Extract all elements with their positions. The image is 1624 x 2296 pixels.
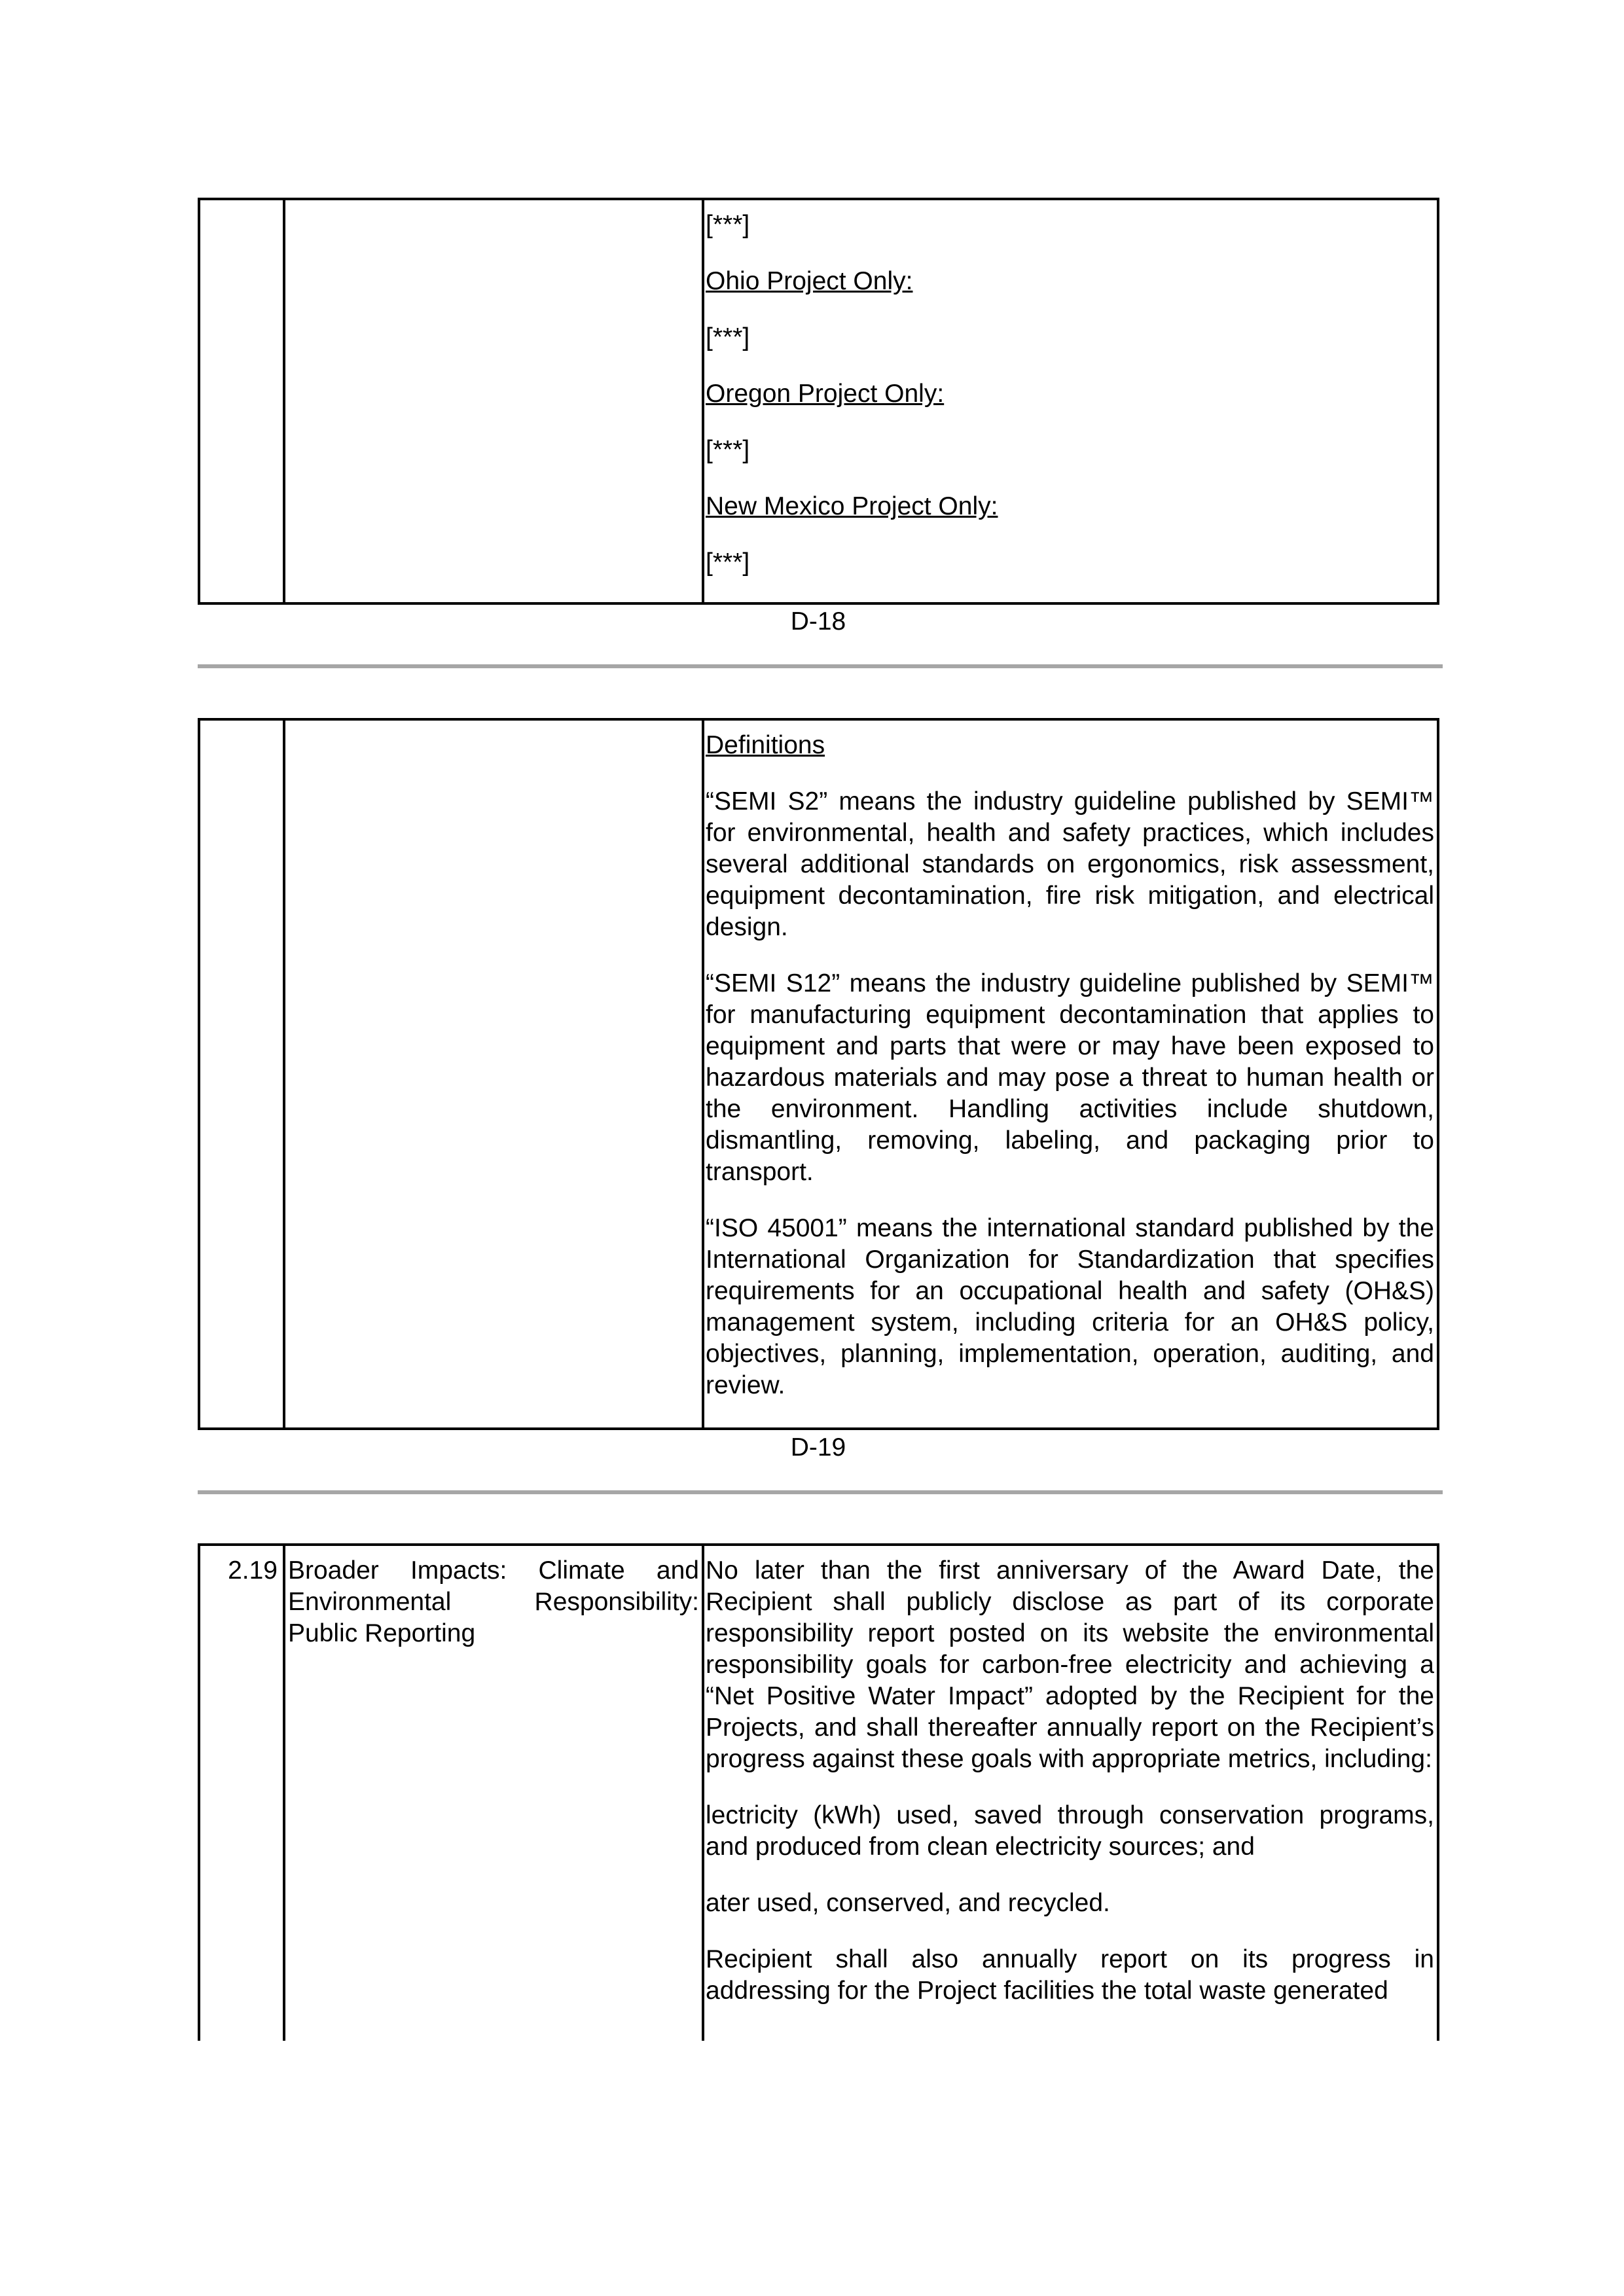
definition-iso-45001: “ISO 45001” means the international standard published by the International Organization for Standardization that specifies requirements for an occupational health and safety (OH&S) management system, including criteria for an OH&S policy, objectives, planning, implementation, operation, auditing, and review. xyxy=(706,1214,1434,1399)
page-number: D-19 xyxy=(790,1433,846,1462)
content-cell xyxy=(704,200,1437,602)
page-divider xyxy=(198,664,1443,668)
definition-semi-s12: “SEMI S12” means the industry guideline published by SEMI™ for manufacturing equipment decontamination that applies to equipment and parts that were or may have been exposed to hazardous materials and may pose a threat to human health or the environment. Handling activities include shutdown, dismantling, removing, labeling, and packaging prior to transport. xyxy=(706,969,1434,1186)
table-section-2-19 xyxy=(198,1543,1439,2041)
redacted-text: [***] xyxy=(706,548,750,577)
content-cell xyxy=(704,721,1437,1427)
table-page-d18 xyxy=(198,198,1439,605)
definitions-heading: Definitions xyxy=(706,731,825,759)
section-number: 2.19 xyxy=(228,1556,278,1585)
title-cell xyxy=(285,721,704,1427)
redacted-text: [***] xyxy=(706,436,750,464)
page-number: D-18 xyxy=(790,607,846,636)
number-cell xyxy=(200,721,285,1427)
section-title-cell xyxy=(285,1546,704,2041)
redacted-text: [***] xyxy=(706,211,750,239)
waste-reporting-text: Recipient shall also annually report on its progress in addressing for the Project facilities the total waste generated xyxy=(706,1945,1434,2005)
oregon-project-heading: Oregon Project Only: xyxy=(706,380,945,408)
ohio-project-heading: Ohio Project Only: xyxy=(706,267,913,295)
new-mexico-project-heading: New Mexico Project Only: xyxy=(706,492,998,520)
table-page-d19 xyxy=(198,718,1439,1430)
redacted-text: [***] xyxy=(706,323,750,351)
definition-semi-s2: “SEMI S2” means the industry guideline published by SEMI™ for environmental, health and safety practices, which includes several additional standards on ergonomics, risk assessment, equipment decontamination, fire risk mitigation, and electrical design. xyxy=(706,787,1434,941)
section-title: Broader Impacts: Climate and Environmental Responsibility: Public Reporting xyxy=(288,1556,699,1647)
section-number-cell xyxy=(200,1546,285,2041)
public-reporting-intro: No later than the first anniversary of the Award Date, the Recipient shall publicly disclose as part of its corporate responsibility report posted on its website the environmental responsibility goals for carbon-free electricity and achieving a “Net Positive Water Impact” adopted by the Recipient for the Projects, and shall thereafter annually report on the Recipient’s progress against these goals with appropriate metrics, including: xyxy=(706,1556,1434,1773)
number-cell xyxy=(200,200,285,602)
page-divider xyxy=(198,1490,1443,1494)
metric-electricity: lectricity (kWh) used, saved through conservation programs, and produced from clean electricity sources; and xyxy=(706,1801,1434,1861)
title-cell xyxy=(285,200,704,602)
section-content-cell xyxy=(704,1546,1437,2041)
metric-water: ater used, conserved, and recycled. xyxy=(706,1889,1110,1917)
